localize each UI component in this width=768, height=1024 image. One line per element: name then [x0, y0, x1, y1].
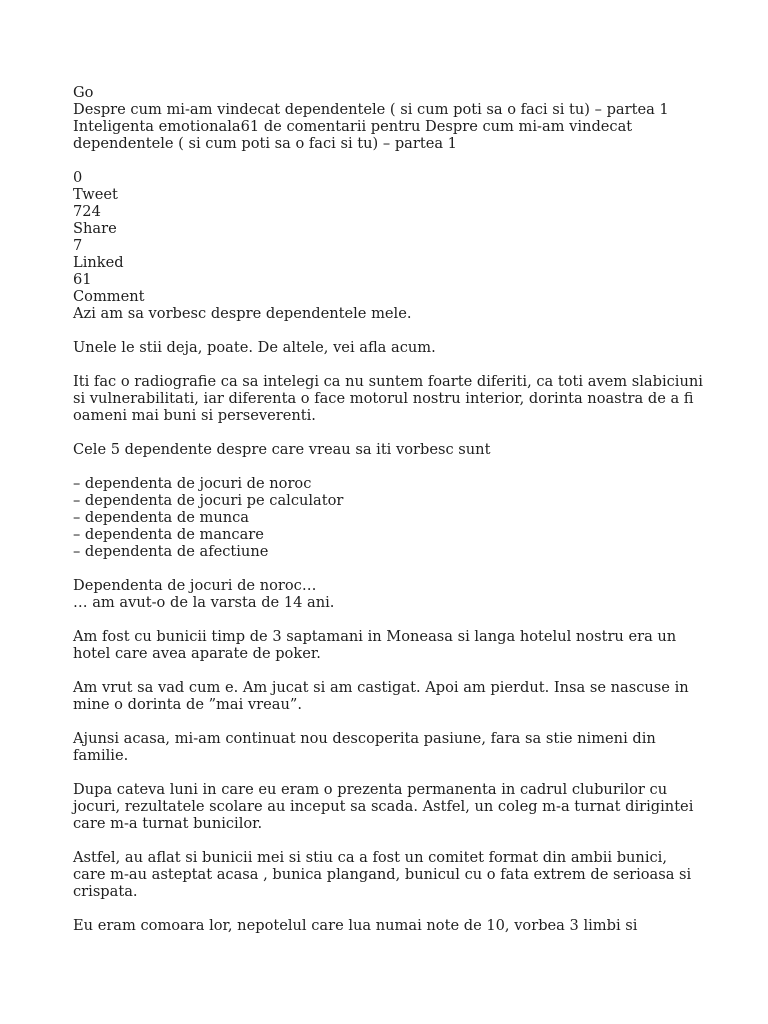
tweet-count: 0: [73, 169, 83, 186]
comment-count: 61: [73, 271, 92, 288]
paragraph: Cele 5 dependente despre care vreau sa iti vorbesc sunt: [73, 441, 491, 458]
paragraph: Am fost cu bunicii timp de 3 saptamani in Moneasa si langa hotelul nostru era un hotel care avea aparate de poker.: [73, 628, 677, 662]
list-item: – dependenta de afectiune: [73, 543, 269, 560]
document-page: [73, 84, 703, 951]
section-heading: [73, 577, 703, 611]
list-item: – dependenta de jocuri pe calculator: [73, 492, 344, 509]
list-item: – dependenta de jocuri de noroc: [73, 475, 312, 492]
list-item: – dependenta de mancare: [73, 526, 264, 543]
addiction-list: [73, 475, 703, 560]
share-button[interactable]: Share: [73, 220, 117, 237]
paragraph: Unele le stii deja, poate. De altele, vei afla acum.: [73, 339, 436, 356]
comment-button[interactable]: Comment: [73, 288, 145, 305]
tweet-button[interactable]: Tweet: [73, 186, 118, 203]
paragraph: Eu eram comoara lor, nepotelul care lua numai note de 10, vorbea 3 limbi si: [73, 917, 638, 934]
category-comments-line[interactable]: Inteligenta emotionala61 de comentarii pentru Despre cum mi-am vindecat dependentele ( si cum poti sa o faci si tu) – partea 1: [73, 118, 633, 152]
paragraph: Ajunsi acasa, mi-am continuat nou descoperita pasiune, fara sa stie nimeni din familie.: [73, 730, 656, 764]
spacer: [73, 152, 703, 169]
section-subtitle: … am avut-o de la varsta de 14 ani.: [73, 594, 335, 611]
linked-count: 7: [73, 237, 83, 254]
paragraph: Iti fac o radiografie ca sa intelegi ca nu suntem foarte diferiti, ca toti avem slabiciuni si vulnerabilitati, iar diferenta o face motorul nostru interior, dorinta noastra de a fi oameni mai buni si perseverenti.: [73, 373, 703, 424]
go-link[interactable]: Go: [73, 84, 94, 101]
paragraph: Dupa cateva luni in care eu eram o prezenta permanenta in cadrul cluburilor cu jocuri, rezultatele scolare au inceput sa scada. Astfel, un coleg m-a turnat dirigintei care m-a turnat bunicilor.: [73, 781, 694, 832]
share-count: 724: [73, 203, 101, 220]
linked-button[interactable]: Linked: [73, 254, 124, 271]
list-item: – dependenta de munca: [73, 509, 250, 526]
section-title: Dependenta de jocuri de noroc…: [73, 577, 317, 594]
article-intro: Azi am sa vorbesc despre dependentele mele.: [73, 305, 412, 322]
paragraph: Astfel, au aflat si bunicii mei si stiu ca a fost un comitet format din ambii bunici, care m-au asteptat acasa , bunica plangand, bunicul cu o fata extrem de serioasa si crispata.: [73, 849, 692, 900]
article-title: Despre cum mi-am vindecat dependentele ( si cum poti sa o faci si tu) – partea 1: [73, 101, 669, 118]
paragraph: Am vrut sa vad cum e. Am jucat si am castigat. Apoi am pierdut. Insa se nascuse in mine o dorinta de ”mai vreau”.: [73, 679, 689, 713]
